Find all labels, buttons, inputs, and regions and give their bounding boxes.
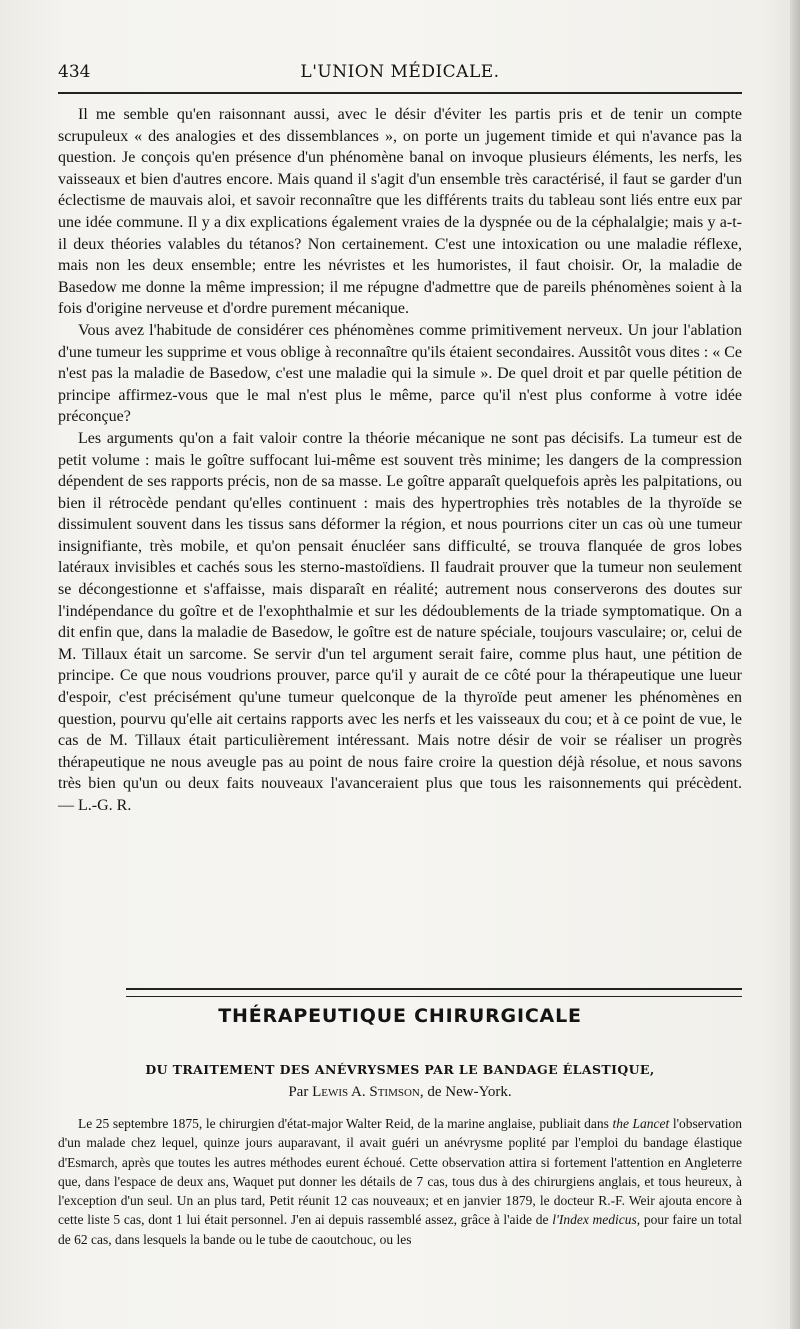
byline-suffix: , de New-York. [419,1084,512,1100]
article-text-part-1: Le 25 septembre 1875, le chirurgien d'état-major Walter Reid, de la marine anglaise, publiait dans [78,1116,609,1131]
byline [58,1084,742,1101]
section-divider [126,988,742,997]
paragraph-3 [58,428,742,817]
paragraph-3-text: Les arguments qu'on a fait valoir contre la théorie mécanique ne sont pas décisifs. La tumeur est de petit volume : mais le goître suffocant lui-même est souvent très minime; les dangers de la compression dépendent de ses rapports précis, non de sa masse. Le goître apparaît quelquefois après les palpitations, ou bien il rétrocède pendant qu'elles continuent : mais des hypertrophies très notables de la thyroïde se dissimulent souvent dans les tissus sans déformer la région, et nous pourrions citer un cas où une tumeur insignifiante, très mobile, et qu'on pensait énucléer sans difficulté, se trouva flanquée de gros lobes latéraux invisibles et cachés sous les sterno-mastoïdiens. Il faudrait prouver que la tumeur non seulement se décongestionne et s'affaisse, mais disparaît en réalité; autrement nous conserverons des doutes sur l'indépendance du goître et de l'exophthalmie et sur les dédoublements de la triade symptomatique. On a dit enfin que, dans la maladie de Basedow, le goître est de nature spéciale, toujours vasculaire; or, celui de M. Tillaux était un sarcome. Se servir d'un tel argument serait faire, comme plus haut, une pétition de principe. Ce que nous voudrions prouver, parce qu'il y aurait de ce côté pour la thérapeutique une lueur d'espoir, c'est précisément qu'une tumeur quelconque de la thyroïde peut amener les phénomènes en question, pourvu qu'elle ait certains rapports avec les nerfs et les vaisseaux du cou; et à ce point de vue, le cas de M. Tillaux était particulièrement intéressant. Mais notre désir de voir se réaliser un progrès thérapeutique ne nous aveugle pas au point de nous faire croire la question déjà résolue, et nous savons très bien qu'un ou deux faits nouveaux l'avanceraient plus que tous les raisonnements qui précèdent. [58,429,742,793]
header-rule [58,92,742,94]
author-signature: — L.-G. R. [58,797,132,814]
paragraph-2: Vous avez l'habitude de considérer ces phénomènes comme primitivement nerveux. Un jour l'ablation d'une tumeur les supprime et vous oblige à reconnaître qu'ils étaient secondaires. Aussitôt vous dites : « Ce n'est pas la maladie de Basedow, c'est une maladie qui la simule ». De quel droit et par quelle pétition de principe affirmez-vous que le mal n'est plus le même, parce qu'il n'est plus conforme à votre idée préconçue? [58,321,742,426]
paragraph-1: Il me semble qu'en raisonnant aussi, avec le désir d'éviter les partis pris et de tenir un compte scrupuleux « des analogies et des dissemblances », on porte un jugement timide et qui n'avance pas la question. Je conçois qu'en présence d'un phénomène banal on invoque plusieurs éléments, les nerfs, les vaisseaux et bien d'autres encore. Mais quand il s'agit d'un ensemble très caractérisé, il faut se garder d'un éclectisme de mauvais aloi, et savoir reconnaître que les différents traits du tableau sont liés entre eux par une idée commune. Il y a dix explications également vraies de la dyspnée ou de la céphalalgie; mais y a-t-il deux théories valables du tétanos? Non certainement. C'est une intoxication ou une maladie réflexe, mais non les deux ensemble; entre les névristes et les humoristes, il faut choisir. Or, la maladie de Basedow me donne la même impression; il me répugne d'admettre que de pareils phénomènes soient à la fois d'origine nerveuse et d'ordre purement mécanique. [58,106,742,318]
journal-name-index-medicus: l'Index medicus [552,1212,637,1228]
article-paragraph [58,1114,742,1249]
running-title: L'UNION MÉDICALE. [300,62,500,82]
page-header [58,62,742,84]
article-title: DU TRAITEMENT DES ANÉVRYSMES PAR LE BANDAGE ÉLASTIQUE, [145,1062,655,1077]
editorial-text [58,104,742,817]
journal-name-lancet: the Lancet [612,1116,670,1131]
byline-author: Lewis A. Stimson [312,1084,420,1100]
byline-prefix: Par [288,1084,309,1100]
section-title: THÉRAPEUTIQUE CHIRURGICALE [218,1005,582,1027]
page-number: 434 [58,62,91,82]
page-edge-shadow [790,0,800,1329]
article-text [58,1114,742,1249]
article-text-part-3: , pour faire un total de 62 cas, dans lesquels la bande ou le tube de caoutchouc, ou les [58,1212,743,1247]
article-text-part-2: l'observation d'un malade chez lequel, quinze jours auparavant, il avait guéri un anévrysme poplité par l'emploi du bandage élastique d'Esmarch, après que toutes les autres méthodes eurent échoué. Cette observation attira si fortement l'attention en Angleterre que, dans l'espace de deux ans, Waquet put donner les détails de 7 cas, tous dus à des chirurgiens anglais, et tous heureux, à l'exception d'un seul. Un an plus tard, Petit réunit 12 cas nouveaux; et en janvier 1879, le docteur R.-F. Weir ajouta encore à cette liste 5 cas, dont 1 lui était personnel. J'en ai depuis rassemblé assez, grâce à l'aide de [58,1116,742,1228]
